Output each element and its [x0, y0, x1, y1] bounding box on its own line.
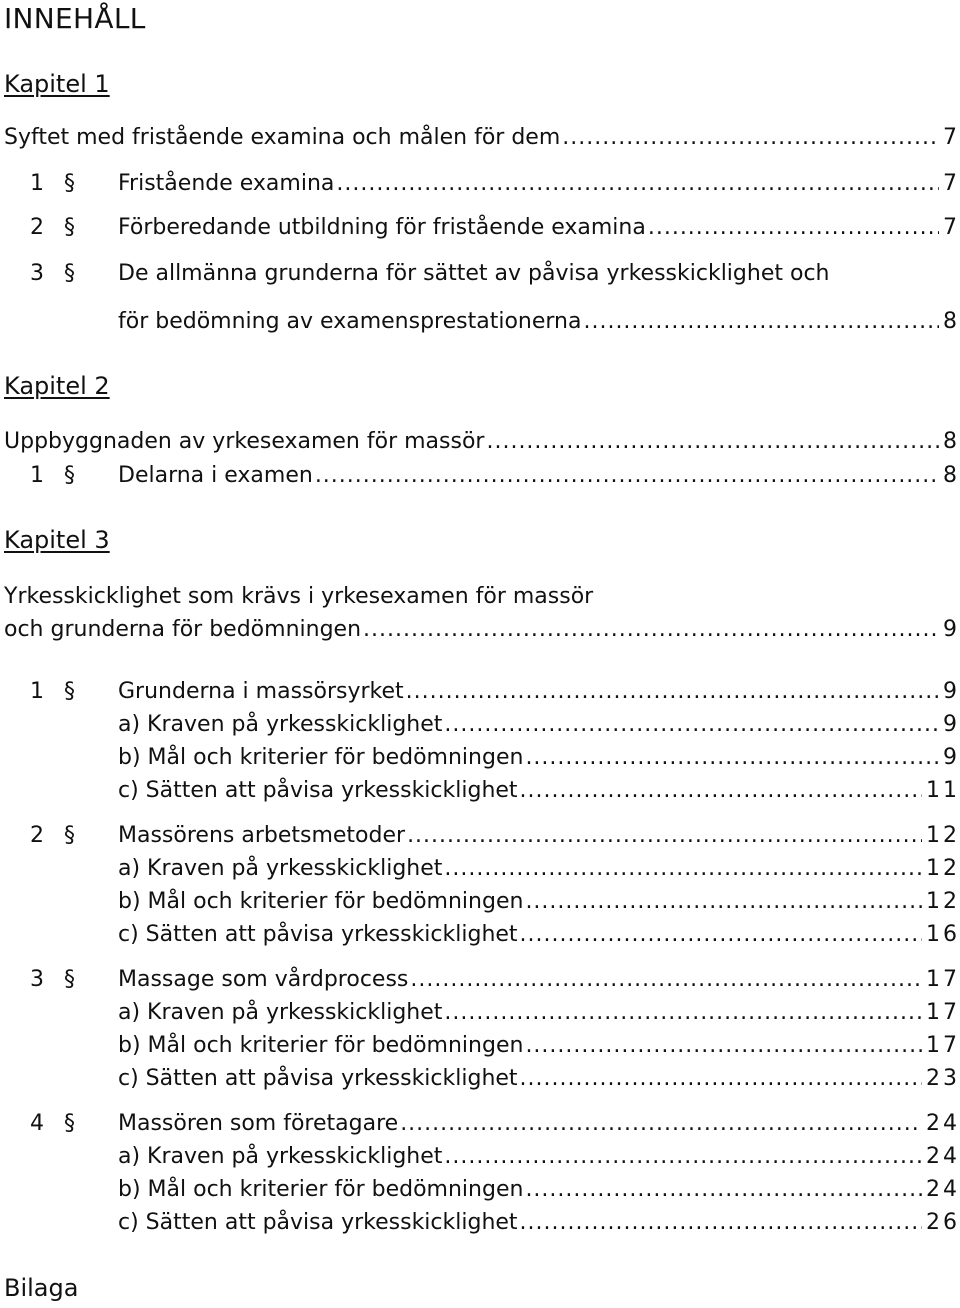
toc-entry[interactable]	[4, 966, 960, 994]
section-sign: §	[64, 215, 75, 240]
toc-page-number: 7	[943, 215, 960, 240]
toc-entry[interactable]	[4, 214, 960, 242]
toc-page-number: 7	[943, 125, 960, 150]
toc-page-number: 12	[926, 856, 960, 881]
toc-entry-text: Uppbyggnaden av yrkesexamen för massör	[4, 429, 485, 454]
dot-leader	[407, 822, 922, 850]
toc-entry[interactable]	[4, 888, 960, 916]
toc-entry-text: b) Mål och kriterier för bedömningen	[118, 745, 524, 770]
toc-entry[interactable]	[4, 170, 960, 198]
toc-entry[interactable]	[4, 428, 960, 456]
toc-page-number: 12	[926, 889, 960, 914]
toc-entry[interactable]	[4, 822, 960, 850]
toc-entry-text: b) Mål och kriterier för bedömningen	[118, 889, 524, 914]
section-number: 1	[30, 171, 44, 196]
dot-leader	[525, 1176, 922, 1204]
toc-entry[interactable]	[4, 462, 960, 490]
toc-entry[interactable]	[4, 1065, 960, 1093]
toc-entry[interactable]	[4, 124, 960, 152]
toc-page-number: 7	[943, 171, 960, 196]
toc-entry-text: Delarna i examen	[118, 463, 313, 488]
toc-entry-text: Grunderna i massörsyrket	[118, 679, 404, 704]
toc-entry[interactable]	[4, 1143, 960, 1171]
toc-page-number: 16	[926, 922, 960, 947]
toc-page-number: 9	[943, 679, 960, 704]
toc-entry-text: a) Kraven på yrkesskicklighet	[118, 856, 443, 881]
toc-entry-text: och grunderna för bedömningen	[4, 617, 362, 642]
dot-leader	[520, 1065, 922, 1093]
dot-leader	[520, 777, 922, 805]
dot-leader	[525, 744, 939, 772]
section-number: 1	[30, 463, 44, 488]
section-number: 1	[30, 679, 44, 704]
toc-entry[interactable]	[4, 1209, 960, 1237]
toc-page-number: 17	[926, 1033, 960, 1058]
toc-page-number: 8	[943, 463, 960, 488]
dot-leader	[315, 462, 939, 490]
chapter-heading: Kapitel 3	[4, 526, 110, 554]
toc-entry[interactable]	[4, 1176, 960, 1204]
dot-leader	[444, 999, 922, 1027]
toc-page-number: 9	[943, 712, 960, 737]
section-sign: §	[64, 967, 75, 992]
dot-leader	[444, 855, 922, 883]
toc-entry-text: Massörens arbetsmetoder	[118, 823, 406, 848]
section-number: 2	[30, 823, 44, 848]
toc-entry-text: b) Mål och kriterier för bedömningen	[118, 1177, 524, 1202]
toc-page-number: 11	[926, 778, 960, 803]
dot-leader	[444, 711, 939, 739]
toc-entry-text: a) Kraven på yrkesskicklighet	[118, 712, 443, 737]
toc-entry[interactable]	[4, 999, 960, 1027]
toc-entry[interactable]	[4, 260, 957, 288]
toc-entry[interactable]	[4, 744, 960, 772]
dot-leader	[410, 966, 922, 994]
chapter-intro-text: Yrkesskicklighet som krävs i yrkesexamen för massör	[4, 584, 594, 609]
toc-page-number: 17	[926, 1000, 960, 1025]
toc-entry[interactable]	[4, 1110, 960, 1138]
dot-leader	[562, 124, 939, 152]
toc-entry[interactable]	[4, 855, 960, 883]
toc-entry-text: a) Kraven på yrkesskicklighet	[118, 1144, 443, 1169]
toc-page-number: 26	[926, 1210, 960, 1235]
toc-entry-text: c) Sätten att påvisa yrkesskicklighet	[118, 922, 518, 947]
page-title: INNEHÅLL	[4, 2, 146, 35]
dot-leader	[525, 888, 922, 916]
section-number: 4	[30, 1111, 44, 1136]
dot-leader	[583, 308, 939, 336]
toc-entry[interactable]	[4, 616, 960, 644]
dot-leader	[444, 1143, 922, 1171]
dot-leader	[520, 921, 922, 949]
toc-page-number: 23	[926, 1066, 960, 1091]
section-sign: §	[64, 679, 75, 704]
toc-page-number: 17	[926, 967, 960, 992]
dot-leader	[520, 1209, 922, 1237]
toc-entry[interactable]	[4, 777, 960, 805]
toc-entry-text: De allmänna grunderna för sättet av påvisa yrkesskicklighet och	[118, 261, 830, 286]
appendix-heading: Bilaga	[4, 1274, 79, 1302]
toc-entry-text: Massage som vårdprocess	[118, 967, 409, 992]
toc-entry[interactable]	[4, 678, 960, 706]
toc-page-number: 24	[926, 1144, 960, 1169]
toc-entry-text: Fristående examina	[118, 171, 335, 196]
toc-entry[interactable]	[4, 1032, 960, 1060]
section-number: 3	[30, 967, 44, 992]
toc-entry-text: b) Mål och kriterier för bedömningen	[118, 1033, 524, 1058]
dot-leader	[336, 170, 939, 198]
toc-entry-text: för bedömning av examensprestationerna	[118, 309, 582, 334]
dot-leader	[648, 214, 939, 242]
section-sign: §	[64, 261, 75, 286]
toc-entry-text: Massören som företagare	[118, 1111, 399, 1136]
dot-leader	[400, 1110, 922, 1138]
toc-entry[interactable]	[4, 711, 960, 739]
toc-page-number: 8	[943, 309, 960, 334]
toc-page-number: 12	[926, 823, 960, 848]
toc-entry[interactable]	[4, 308, 960, 336]
section-sign: §	[64, 1111, 75, 1136]
toc-entry-text: Syftet med fristående examina och målen för dem	[4, 125, 561, 150]
dot-leader	[525, 1032, 922, 1060]
toc-page-number: 9	[943, 745, 960, 770]
section-sign: §	[64, 171, 75, 196]
toc-entry-text: c) Sätten att påvisa yrkesskicklighet	[118, 1210, 518, 1235]
chapter-heading: Kapitel 1	[4, 70, 110, 98]
toc-page-number: 8	[943, 429, 960, 454]
dot-leader	[363, 616, 939, 644]
toc-entry-text: Förberedande utbildning för fristående examina	[118, 215, 646, 240]
section-number: 2	[30, 215, 44, 240]
toc-page-number: 24	[926, 1177, 960, 1202]
toc-entry-text: a) Kraven på yrkesskicklighet	[118, 1000, 443, 1025]
dot-leader	[486, 428, 939, 456]
toc-entry-text: c) Sätten att påvisa yrkesskicklighet	[118, 778, 518, 803]
section-sign: §	[64, 823, 75, 848]
toc-entry-text: c) Sätten att påvisa yrkesskicklighet	[118, 1066, 518, 1091]
toc-page-number: 9	[943, 617, 960, 642]
toc-page-number: 24	[926, 1111, 960, 1136]
dot-leader	[406, 678, 939, 706]
section-number: 3	[30, 261, 44, 286]
toc-entry[interactable]	[4, 921, 960, 949]
chapter-heading: Kapitel 2	[4, 372, 110, 400]
section-sign: §	[64, 463, 75, 488]
